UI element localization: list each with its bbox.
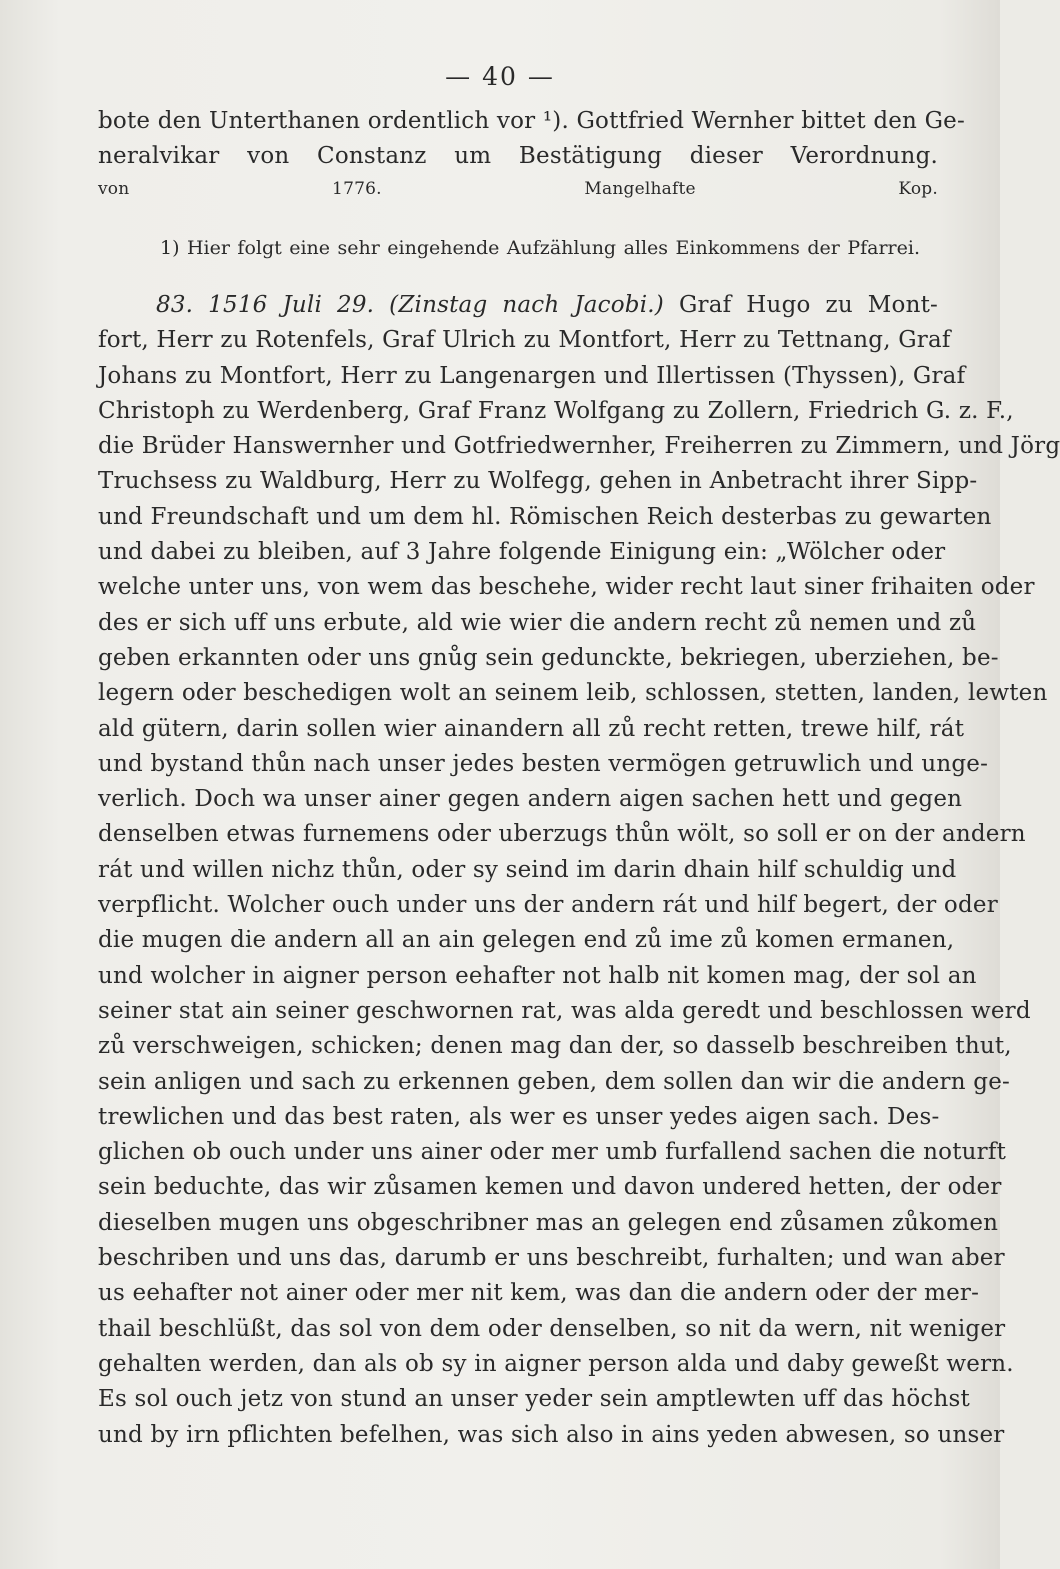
entry-first-line-text: Graf Hugo zu Mont- <box>678 292 939 318</box>
entry-line: rát und willen nichz thůn, oder sy seind im darin dhain hilf schuldig und <box>98 856 957 883</box>
entry-line: denselben etwas furnemens oder uberzugs thůn wölt, so soll er on der andern <box>98 821 1026 848</box>
entry-line: Truchsess zu Waldburg, Herr zu Wolfegg, gehen in Anbetracht ihrer Sipp- <box>98 468 978 495</box>
entry-line: und bystand thůn nach unser jedes besten vermögen getruwlich und unge- <box>98 750 989 777</box>
footnote: 1) Hier folgt eine sehr eingehende Aufzählung alles Einkommens der Pfarrei. <box>160 237 920 259</box>
entry-line: Johans zu Montfort, Herr zu Langenargen und Illertissen (Thyssen), Graf <box>98 362 966 389</box>
entry-line: seiner stat ain seiner geschwornen rat, was alda geredt und beschlossen werd <box>98 997 1031 1024</box>
entry-line: ald gütern, darin sollen wier ainandern all zů recht retten, trewe hilf, rát <box>98 715 965 742</box>
entry-line: gehalten werden, dan als ob sy in aigner person alda und daby geweßt wern. <box>98 1350 1014 1377</box>
entry-line: geben erkannten oder uns gnůg sein gedunckte, bekriegen, uberziehen, be- <box>98 644 999 671</box>
entry-line: und Freundschaft und um dem hl. Römischen Reich desterbas zu gewarten <box>98 503 992 530</box>
intro-paragraph <box>98 104 965 204</box>
entry-number: 83. <box>156 292 194 318</box>
intro-line <box>98 139 938 174</box>
entry-day-note: (Zinstag nach Jacobi.) <box>389 292 664 318</box>
document-entry-83 <box>98 288 1060 1453</box>
entry-line: Es sol ouch jetz von stund an unser yeder sein amptlewten uff das höchst <box>98 1386 970 1413</box>
entry-line: und wolcher in aigner person eehafter not halb nit komen mag, der sol an <box>98 962 977 989</box>
entry-line: fort, Herr zu Rotenfels, Graf Ulrich zu Montfort, Herr zu Tettnang, Graf <box>98 327 951 354</box>
entry-line: dieselben mugen uns obgeschribner mas an gelegen end zůsamen zůkomen <box>98 1209 999 1236</box>
entry-line: und dabei zu bleiben, auf 3 Jahre folgende Einigung ein: „Wölcher oder <box>98 539 946 566</box>
entry-line: des er sich uff uns erbute, ald wie wier die andern recht zů nemen und zů <box>98 609 977 636</box>
entry-date: 1516 Juli 29. <box>208 292 375 318</box>
entry-line: welche unter uns, von wem das beschehe, wider recht laut siner frihaiten oder <box>98 574 1035 601</box>
entry-line: die mugen die andern all an ain gelegen end zů ime zů komen ermanen, <box>98 927 955 954</box>
entry-line: zů verschweigen, schicken; denen mag dan der, so dasselb beschreiben thut, <box>98 1033 1012 1060</box>
entry-line: trewlichen und das best raten, als wer es unser yedes aigen sach. Des- <box>98 1103 940 1130</box>
entry-heading-line <box>98 288 938 323</box>
entry-line: us eehafter not ainer oder mer nit kem, was dan die andern oder der mer- <box>98 1280 980 1307</box>
entry-line: glichen ob ouch under uns ainer oder mer umb furfallend sachen die noturft <box>98 1139 1007 1166</box>
entry-line: und by irn pflichten befelhen, was sich also in ains yeden abwesen, so unser <box>98 1421 1005 1448</box>
entry-line: sein beduchte, das wir zůsamen kemen und davon undered hetten, der oder <box>98 1174 1002 1201</box>
entry-line: sein anligen und sach zu erkennen geben, dem sollen dan wir die andern ge- <box>98 1068 1010 1095</box>
entry-line: verlich. Doch wa unser ainer gegen andern aigen sachen hett und gegen <box>98 786 963 813</box>
intro-line: bote den Unterthanen ordentlich vor ¹). Gottfried Wernher bittet den Ge- <box>98 108 965 134</box>
page-number: — 40 — <box>445 62 555 91</box>
entry-line: beschriben und uns das, darumb er uns beschreibt, furhalten; und wan aber <box>98 1245 1005 1272</box>
source-note-date: von 1776. <box>98 179 382 199</box>
entry-line: verpflicht. Wolcher ouch under uns der andern rát und hilf begert, der oder <box>98 892 998 919</box>
intro-line-text: neralvikar von Constanz um Bestätigung dieser Verordnung. <box>98 143 938 169</box>
entry-line: die Brüder Hanswernher und Gotfriedwernher, Freiherren zu Zimmern, und Jörg <box>98 433 1060 460</box>
entry-line: legern oder beschedigen wolt an seinem leib, schlossen, stetten, landen, lewten <box>98 680 1048 707</box>
source-note-copy: Mangelhafte Kop. <box>584 179 938 199</box>
entry-line: Christoph zu Werdenberg, Graf Franz Wolfgang zu Zollern, Friedrich G. z. F., <box>98 397 1014 424</box>
source-note <box>98 174 938 204</box>
entry-line: thail beschlüßt, das sol von dem oder denselben, so nit da wern, nit weniger <box>98 1315 1006 1342</box>
